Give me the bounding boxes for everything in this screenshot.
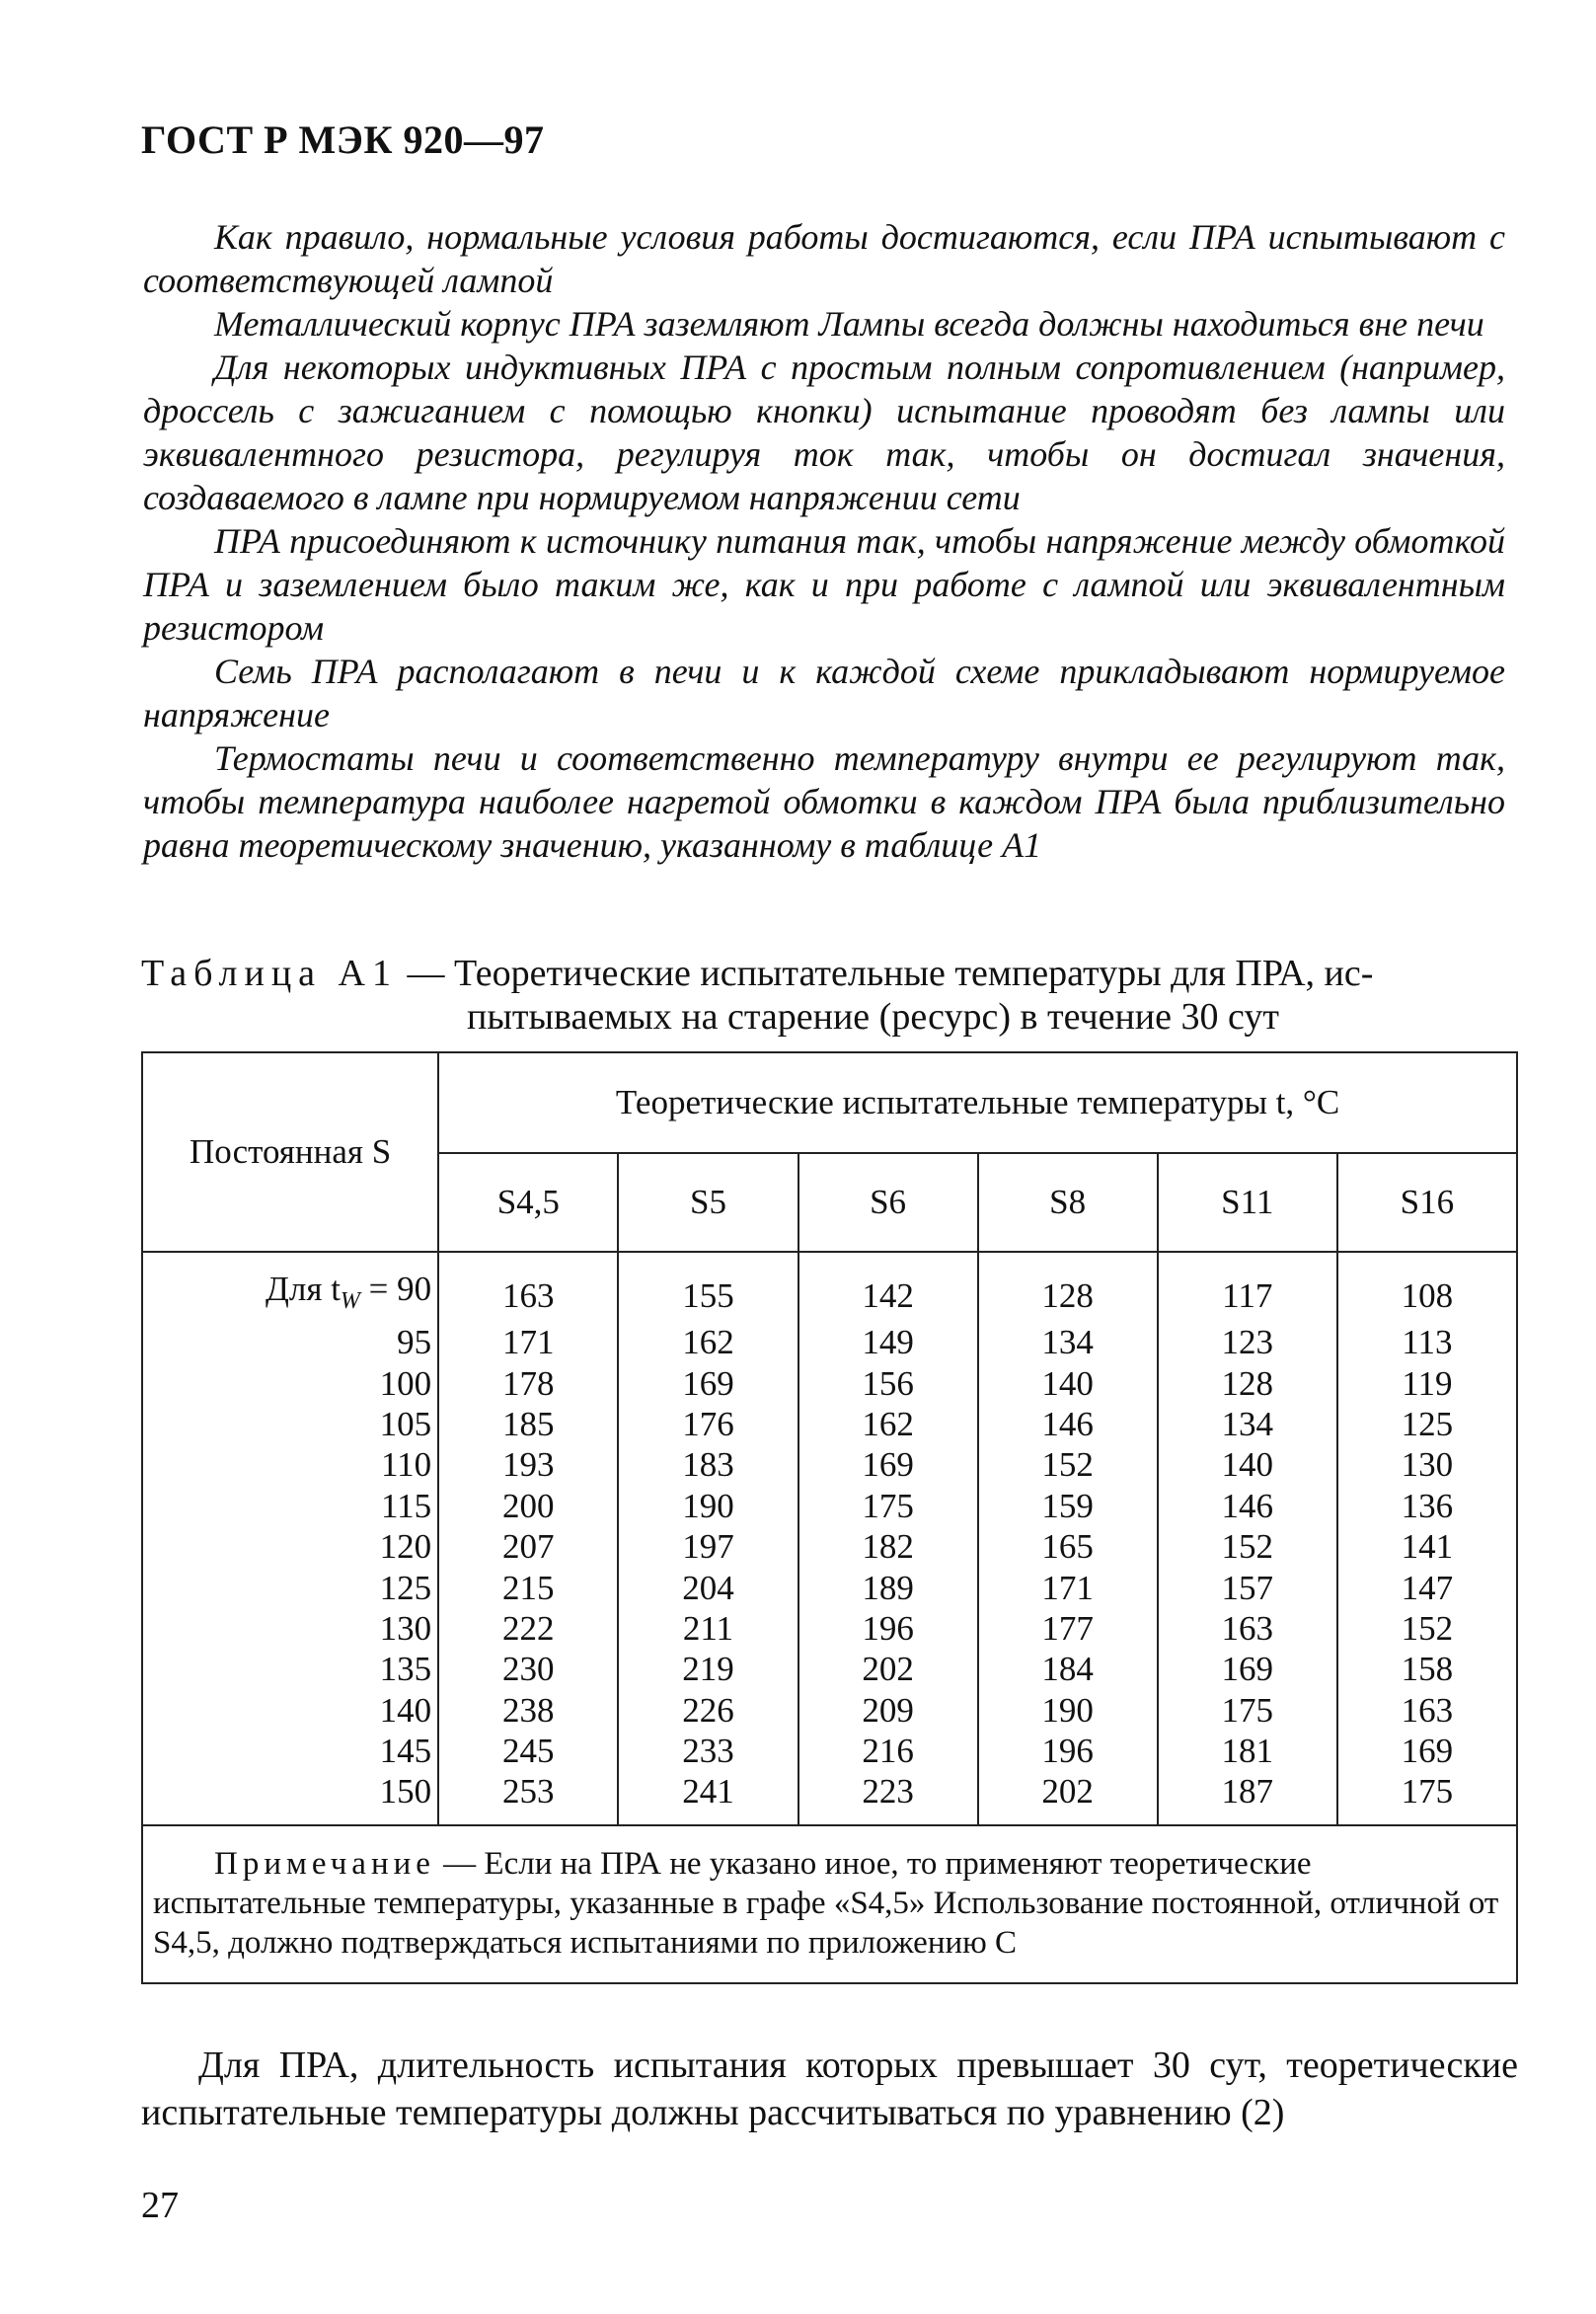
table-cell: 162	[798, 1404, 978, 1444]
row-label-tw	[142, 1252, 438, 1322]
table-cell: 184	[978, 1649, 1158, 1689]
row-label-tw: 125	[142, 1567, 438, 1607]
table-cell: 149	[798, 1322, 978, 1362]
table-row	[142, 1731, 1517, 1771]
row-label-tw: 115	[142, 1486, 438, 1526]
table-row	[142, 1322, 1517, 1362]
table-cell: 152	[1337, 1608, 1517, 1649]
note-label: Примечание	[214, 1845, 435, 1882]
column-header: S11	[1158, 1153, 1337, 1252]
row-prefix: Для t	[266, 1270, 341, 1308]
table-cell: 187	[1158, 1771, 1337, 1824]
row-label-tw: 145	[142, 1731, 438, 1771]
table-cell: 113	[1337, 1322, 1517, 1362]
table-cell: 209	[798, 1690, 978, 1731]
table-cell: 136	[1337, 1486, 1517, 1526]
table-row	[142, 1567, 1517, 1607]
table-cell: 117	[1158, 1252, 1337, 1322]
table-cell: 185	[438, 1404, 618, 1444]
column-header: S8	[978, 1153, 1158, 1252]
table-cell: 241	[618, 1771, 798, 1824]
table-cell: 169	[1158, 1649, 1337, 1689]
table-cell: 202	[978, 1771, 1158, 1824]
table-cell: 171	[978, 1567, 1158, 1607]
table-cell: 181	[1158, 1731, 1337, 1771]
table-cell: 178	[438, 1362, 618, 1403]
table-cell: 202	[798, 1649, 978, 1689]
table-cell: 182	[798, 1526, 978, 1567]
table-cell: 142	[798, 1252, 978, 1322]
row-label-tw: 130	[142, 1608, 438, 1649]
table-cell: 189	[798, 1567, 978, 1607]
table-caption-line2: пытываемых на старение (ресурс) в течение 30 сут	[467, 996, 1279, 1038]
table-cell: 175	[798, 1486, 978, 1526]
table-cell: 204	[618, 1567, 798, 1607]
table-cell: 200	[438, 1486, 618, 1526]
table-cell: 226	[618, 1690, 798, 1731]
group-header: Теоретические испытательные температуры t, °С	[438, 1052, 1517, 1153]
row-label-tw: 135	[142, 1649, 438, 1689]
table-cell: 193	[438, 1444, 618, 1485]
table-cell: 230	[438, 1649, 618, 1689]
row-label-tw: 140	[142, 1690, 438, 1731]
row-label-tw: 95	[142, 1322, 438, 1362]
table-row	[142, 1608, 1517, 1649]
paragraph: ПРА присоединяют к источнику питания так, чтобы напряжение между обмоткой ПРА и заземлением было таким же, как и при работе с лампой или эквивалентным резистором	[143, 521, 1505, 648]
paragraph: Семь ПРА располагают в печи и к каждой схеме прикладывают нормируемое напряжение	[143, 652, 1505, 734]
table-cell: 119	[1337, 1362, 1517, 1403]
table-cell: 158	[1337, 1649, 1517, 1689]
table-row	[142, 1771, 1517, 1824]
table-cell: 190	[978, 1690, 1158, 1731]
page-number: 27	[141, 2185, 179, 2226]
table-row	[142, 1444, 1517, 1485]
table-cell: 169	[798, 1444, 978, 1485]
table-cell: 147	[1337, 1567, 1517, 1607]
table-cell: 146	[978, 1404, 1158, 1444]
row-label-tw: 120	[142, 1526, 438, 1567]
temperature-table	[141, 1051, 1518, 1984]
table-note	[142, 1825, 1517, 1983]
table-cell: 140	[1158, 1444, 1337, 1485]
table-cell: 155	[618, 1252, 798, 1322]
table-cell: 207	[438, 1526, 618, 1567]
document-header: ГОСТ Р МЭК 920—97	[141, 117, 545, 162]
table-cell: 253	[438, 1771, 618, 1824]
table-cell: 140	[978, 1362, 1158, 1403]
paragraph: Термостаты печи и соответственно температуру внутри ее регулируют так, чтобы температура наиболее нагретой обмотки в каждом ПРА была приблизительно равна теоретическому значению, указанному в таблице А1	[143, 738, 1505, 865]
table-caption	[141, 952, 1518, 1039]
table-cell: 163	[438, 1252, 618, 1322]
row-label-tw: 150	[142, 1771, 438, 1824]
table-cell: 162	[618, 1322, 798, 1362]
table-cell: 215	[438, 1567, 618, 1607]
table-row	[142, 1526, 1517, 1567]
table-cell: 134	[1158, 1404, 1337, 1444]
table-row	[142, 1690, 1517, 1731]
column-header: S6	[798, 1153, 978, 1252]
table-row	[142, 1486, 1517, 1526]
table-cell: 152	[978, 1444, 1158, 1485]
table-row	[142, 1649, 1517, 1689]
table-cell: 152	[1158, 1526, 1337, 1567]
column-header: S4,5	[438, 1153, 618, 1252]
table-cell: 211	[618, 1608, 798, 1649]
table-cell: 157	[1158, 1567, 1337, 1607]
table-cell: 177	[978, 1608, 1158, 1649]
table-row	[142, 1404, 1517, 1444]
table-cell: 128	[1158, 1362, 1337, 1403]
table-caption-line1: — Теоретические испытательные температуры для ПРА, ис-	[397, 953, 1374, 994]
table-cell: 175	[1158, 1690, 1337, 1731]
table-cell: 219	[618, 1649, 798, 1689]
table-cell: 134	[978, 1322, 1158, 1362]
row-label-tw: 100	[142, 1362, 438, 1403]
row-label-tw: 105	[142, 1404, 438, 1444]
table-cell: 171	[438, 1322, 618, 1362]
table-cell: 238	[438, 1690, 618, 1731]
row-subscript: W	[340, 1288, 360, 1314]
table-cell: 125	[1337, 1404, 1517, 1444]
row-suffix: = 90	[359, 1270, 432, 1308]
table-cell: 197	[618, 1526, 798, 1567]
table-cell: 130	[1337, 1444, 1517, 1485]
table-cell: 165	[978, 1526, 1158, 1567]
paragraph: Для ПРА, длительность испытания которых превышает 30 сут, теоретические испытательные температуры должны рассчитываться по уравнению (2)	[141, 2044, 1518, 2133]
corner-header: Постоянная S	[142, 1052, 438, 1252]
table-cell: 123	[1158, 1322, 1337, 1362]
table-cell: 141	[1337, 1526, 1517, 1567]
table-cell: 159	[978, 1486, 1158, 1526]
table-row	[142, 1252, 1517, 1322]
column-header: S16	[1337, 1153, 1517, 1252]
final-paragraph	[141, 2042, 1518, 2136]
table-cell: 190	[618, 1486, 798, 1526]
table-cell: 216	[798, 1731, 978, 1771]
table-row	[142, 1362, 1517, 1403]
table-cell: 175	[1337, 1771, 1517, 1824]
table-cell: 169	[1337, 1731, 1517, 1771]
row-label-tw: 110	[142, 1444, 438, 1485]
table-cell: 128	[978, 1252, 1158, 1322]
paragraph: Как правило, нормальные условия работы достигаются, если ПРА испытывают с соответствующей лампой	[143, 217, 1505, 300]
table-body	[142, 1252, 1517, 1825]
table-cell: 163	[1337, 1690, 1517, 1731]
note-text: — Если на ПРА не указано иное, то применяют теоретические испытательные температуры, указанные в графе «S4,5» Использование постоянной, отличной от S4,5, должно подтверждаться испытаниями по приложению С	[153, 1845, 1499, 1961]
column-header: S5	[618, 1153, 798, 1252]
paragraph: Для некоторых индуктивных ПРА с простым полным сопротивлением (например, дроссель с зажиганием с помощью кнопки) испытание проводят без лампы или эквивалентного резистора, регулируя ток так, чтобы он достигал значения, создаваемого в лампе при нормируемом напряжении сети	[143, 347, 1505, 517]
procedure-text	[143, 215, 1505, 867]
table-cell: 183	[618, 1444, 798, 1485]
table-cell: 146	[1158, 1486, 1337, 1526]
table-cell: 196	[798, 1608, 978, 1649]
table-cell: 176	[618, 1404, 798, 1444]
table-cell: 233	[618, 1731, 798, 1771]
table-cell: 223	[798, 1771, 978, 1824]
table-cell: 163	[1158, 1608, 1337, 1649]
table-cell: 108	[1337, 1252, 1517, 1322]
table-cell: 169	[618, 1362, 798, 1403]
table-cell: 156	[798, 1362, 978, 1403]
table-label: Таблица А1	[141, 953, 398, 994]
table-cell: 196	[978, 1731, 1158, 1771]
table-cell: 245	[438, 1731, 618, 1771]
table-cell: 222	[438, 1608, 618, 1649]
paragraph: Металлический корпус ПРА заземляют Лампы всегда должны находиться вне печи	[214, 304, 1484, 344]
